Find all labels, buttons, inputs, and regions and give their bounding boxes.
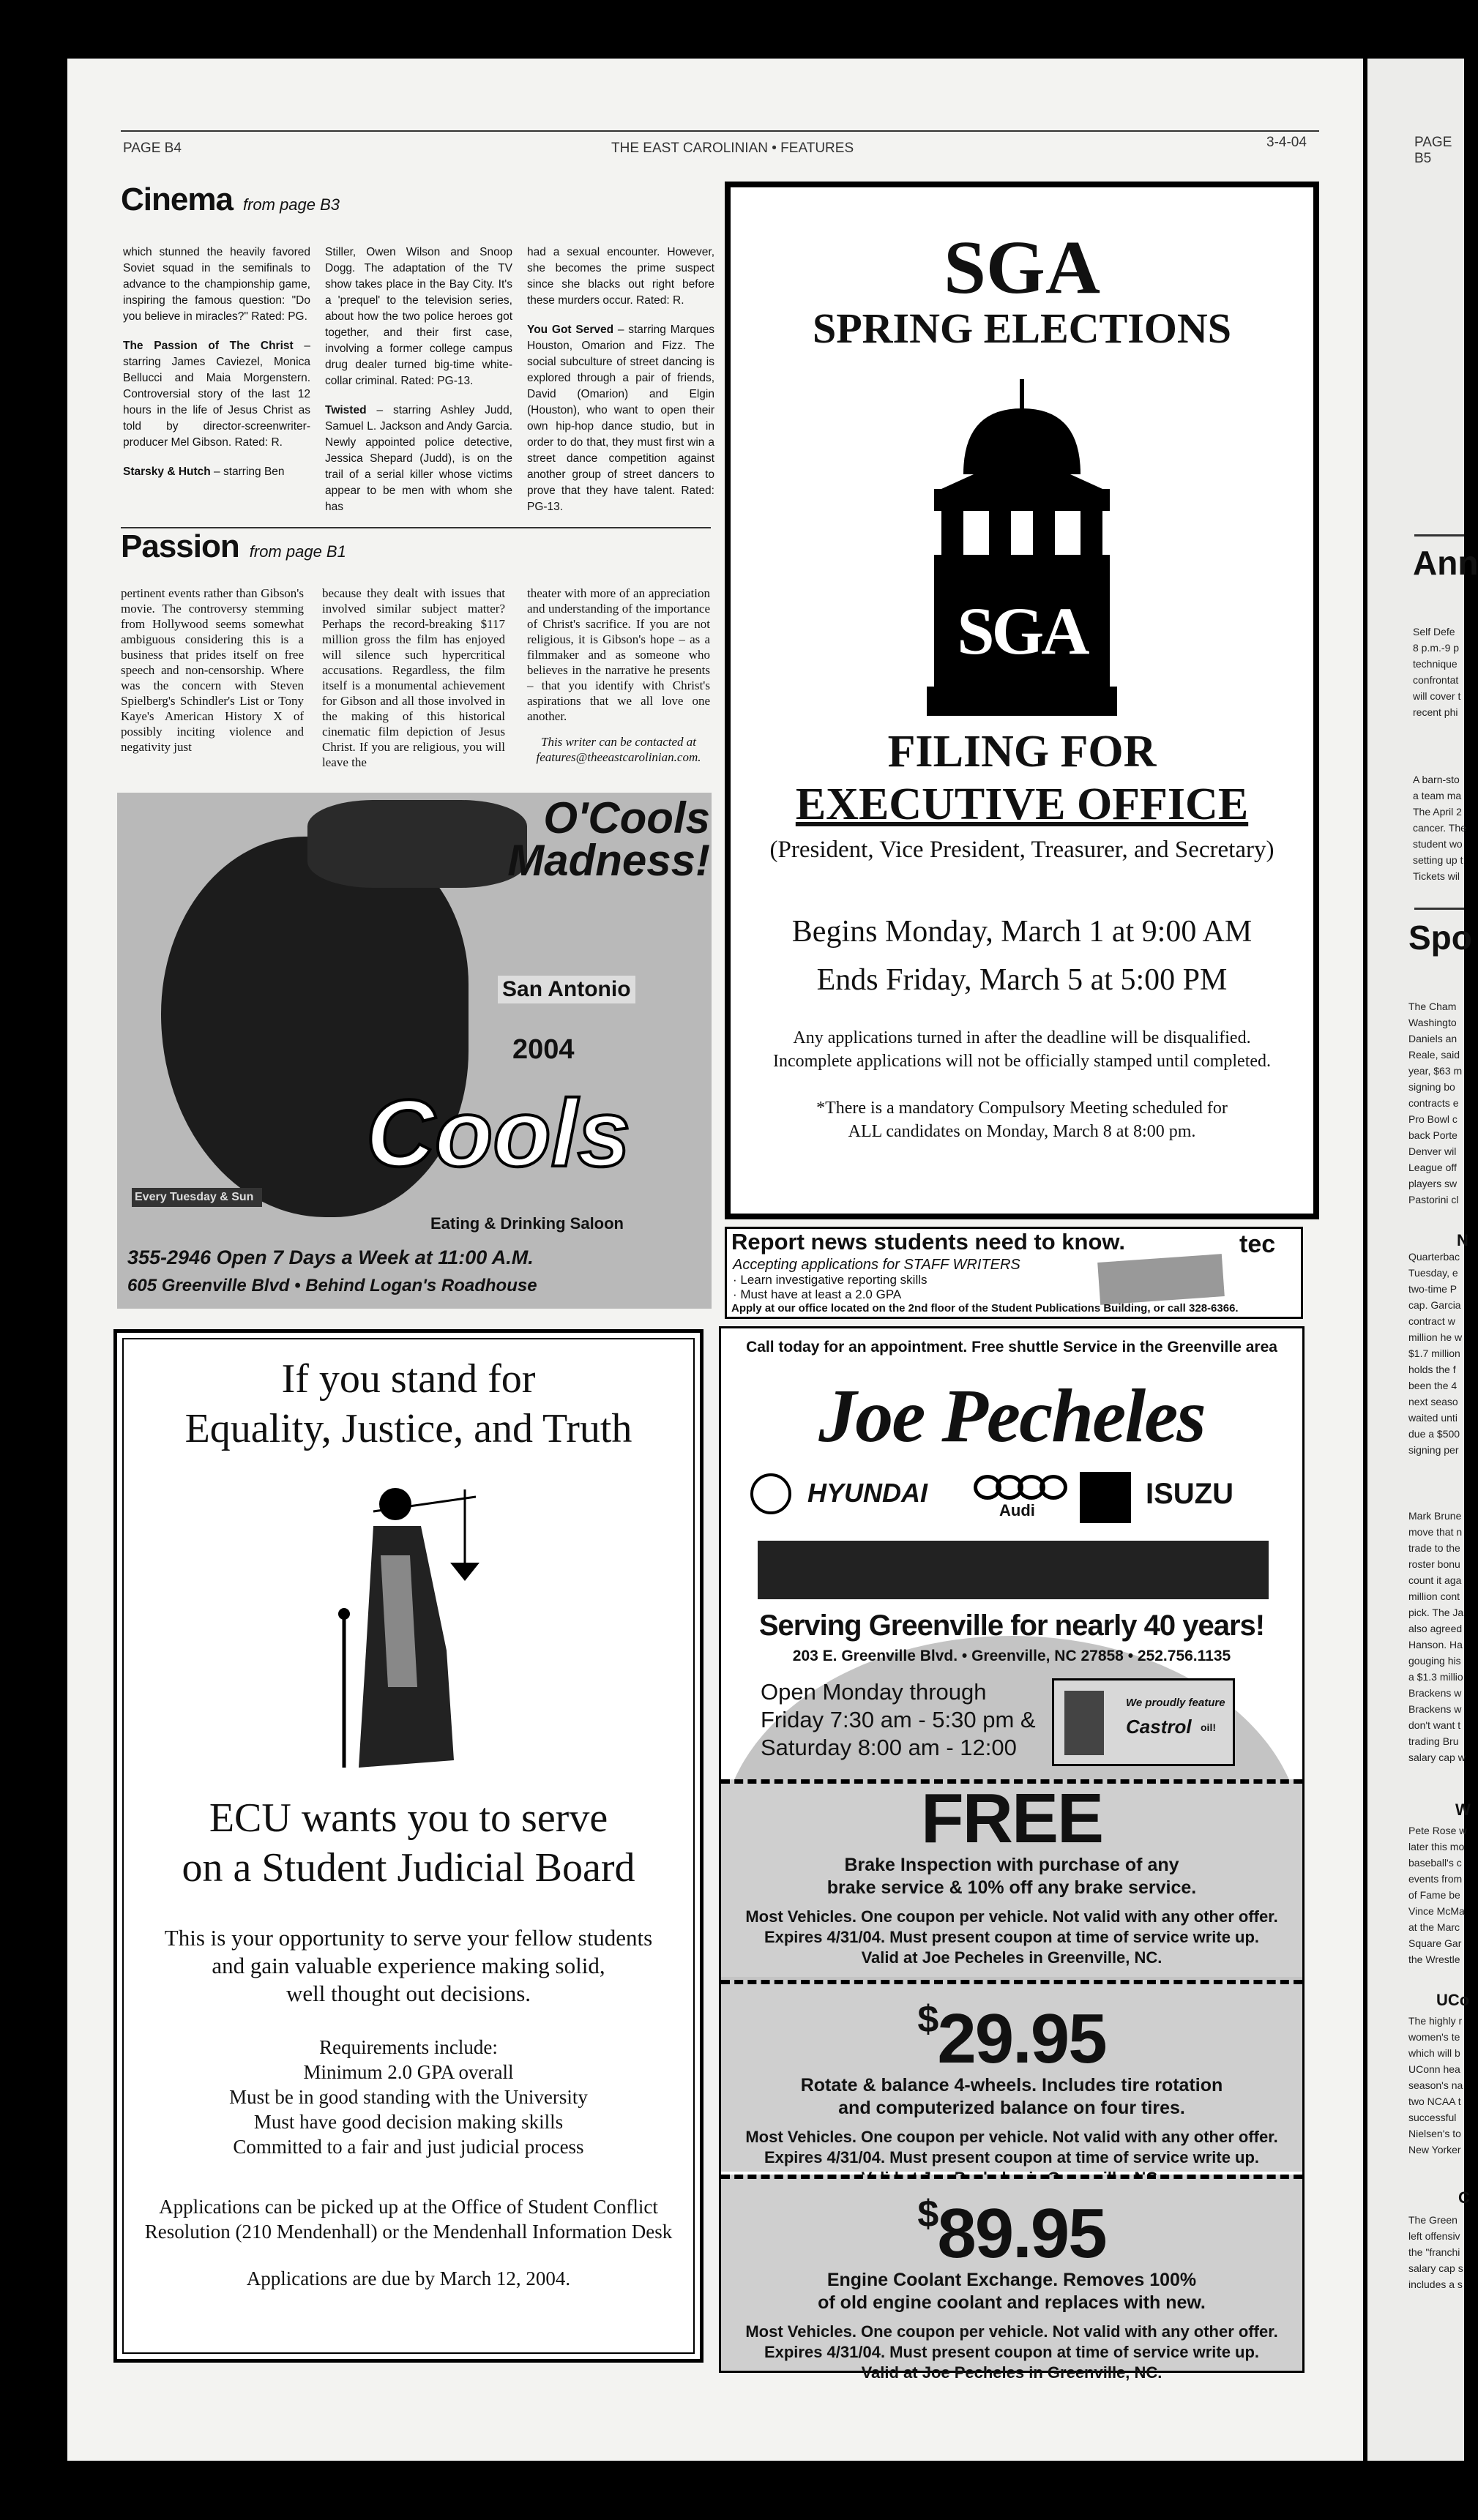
brand-hyundai: HYUNDAI: [807, 1478, 928, 1508]
movie-title: You Got Served: [527, 324, 614, 336]
office-positions: (President, Vice President, Treasurer, and Secretary): [769, 837, 1274, 863]
coupon-free-brake[interactable]: [721, 1779, 1302, 1977]
next-page-text: The Cham Washingto Daniels an Reale, said year, $63 m signing bo contracts e Pro Bowl c back Porte Denver wil League off players sw Pastorini cl: [1408, 1001, 1463, 1205]
next-page-text: Self Defe 8 p.m.-9 p technique confrontat will cover t recent phi: [1413, 626, 1461, 718]
coupon-fine-print: Most Vehicles. One coupon per vehicle. Not valid with any other offer.: [745, 1907, 1278, 1926]
sga-title: SGA: [944, 225, 1100, 310]
passion-text: pertinent events rather than Gibson's movie. The controversy stemming from Hollywood seems somewhat ambiguous considering this is a business that prides itself on free speech and non-censorship. Where was the concern with Steven Spielberg's Schindler's List or Tony Kaye's American History X of possibly inciting violence and negativity just: [121, 586, 304, 754]
next-page-subhead: N: [1457, 1231, 1468, 1249]
coupon-price: 89.95: [937, 2194, 1106, 2273]
issue-date: 3-4-04: [1266, 135, 1307, 150]
coupon-desc: brake service & 10% off any brake service.: [826, 1877, 1197, 1898]
next-page-subhead: C: [1458, 2188, 1470, 2207]
castrol-badge: [1052, 1678, 1235, 1766]
hours-line: Friday 7:30 am - 5:30 pm &: [761, 1707, 1036, 1732]
sga-logo-text: SGA: [957, 594, 1087, 668]
next-page-text: Mark Brune move that n trade to the roster bonu count it aga million cont pick. The Ja also agreed Hanson. Ha gouging his a $1.3 millio Brackens w Brackens w don't want t trading Bru salary cap w: [1408, 1510, 1466, 1763]
requirement-item: Committed to a fair and just judicial process: [233, 2136, 584, 2158]
coupon-coolant-exchange[interactable]: [721, 2175, 1302, 2382]
cinema-text: – starring James Caviezel, Monica Bellucci and Maia Morgenstern. Controversial story of the last 12 hours in the life of Jesus Christ as told by director-screenwriter-producer Mel Gibson. Rated: R.: [123, 340, 310, 449]
ad-city: San Antonio: [498, 976, 635, 1003]
passion-headline: [121, 528, 346, 565]
lady-justice-illustration: [329, 1467, 490, 1775]
cinema-column-3: [527, 244, 714, 528]
coupon-fine-print: Most Vehicles. One coupon per vehicle. Not valid with any other offer.: [745, 2322, 1278, 2341]
next-page-text: Pete Rose w later this mo baseball's c events from of Fame be Vince McMa at the Marc Square Gar the Wrestle: [1408, 1825, 1467, 1965]
requirement-item: Must have good decision making skills: [253, 2111, 564, 2133]
tec-footer: Apply at our office located on the 2nd floor of the Student Publications Building, or call 328-6366.: [731, 1302, 1239, 1315]
movie-title: Twisted: [325, 404, 367, 416]
cinema-text: – starring Ashley Judd, Samuel L. Jackson and Andy Garcia. Newly appointed police detective, Jessica Shepard (Judd), is on the trail of a serial killer whose victims appear to be men with whom she has: [325, 404, 512, 513]
ad-phone-hours: 355-2946 Open 7 Days a Week at 11:00 A.M.: [127, 1246, 534, 1268]
coupon-dollar: $: [917, 1998, 938, 2041]
filing-begins: Begins Monday, March 1 at 9:00 AM: [791, 915, 1253, 949]
vw-logo-icon: [750, 1473, 791, 1514]
meeting-note-2: ALL candidates on Monday, March 8 at 8:00 pm.: [848, 1122, 1196, 1141]
hours-line: Saturday 8:00 am - 12:00: [761, 1735, 1017, 1760]
meeting-note: *There is a mandatory Compulsory Meeting scheduled for: [816, 1099, 1228, 1118]
judicial-body: This is your opportunity to serve your fellow students: [164, 1925, 653, 1951]
ad-special: Every Tuesday & Sun: [132, 1188, 262, 1207]
movie-title: Starsky & Hutch: [123, 466, 211, 478]
coupon-fine-print: Expires 4/31/04. Must present coupon at time of service write up.: [764, 1928, 1260, 1946]
next-page-text: Quarterbac Tuesday, e two-time P cap. Garcia contract w million he w $1.7 million holds the f been the 4 next seaso waited unti due a $500 signing per: [1408, 1251, 1463, 1456]
cinema-headline: [121, 182, 340, 218]
filing-heading: FILING FOR: [887, 727, 1157, 777]
passion-text: because they dealt with issues that involved similar subject matter? Perhaps the record-breaking $117 million gross the film has enjoyed will silence such hypercritical accusations. Regardless, the film itself is a monumental achievement for Gibson and all those involved in the making of this historical cinematic film depiction of Jesus Christ. If you are religious, you will leave the: [322, 586, 505, 769]
ocools-ad: [117, 793, 712, 1309]
coupon-dollar: $: [917, 2193, 938, 2235]
coupon-fine-print: Valid at Joe Pecheles in Greenville, NC.: [861, 2363, 1162, 2382]
brand-audi: Audi: [999, 1501, 1035, 1519]
masthead-section: THE EAST CAROLINIAN • FEATURES: [611, 141, 854, 156]
judicial-board-ad: [113, 1329, 703, 2363]
coupon-desc: Brake Inspection with purchase of any: [844, 1855, 1179, 1875]
coupon-desc: Engine Coolant Exchange. Removes 100%: [826, 2270, 1197, 2290]
judicial-headline-2: Equality, Justice, and Truth: [184, 1406, 632, 1451]
oil-bottle-icon: [1064, 1691, 1104, 1755]
cinema-title: Cinema: [121, 182, 233, 217]
next-page-rule: [1414, 534, 1464, 536]
filing-ends: Ends Friday, March 5 at 5:00 PM: [816, 963, 1228, 997]
newspaper-photo: [1097, 1254, 1225, 1305]
cinema-jump: from page B3: [242, 195, 340, 214]
application-info: Resolution (210 Mendenhall) or the Mendenhall Information Desk: [144, 2221, 673, 2243]
coupon-fine-print: Most Vehicles. One coupon per vehicle. Not valid with any other offer.: [745, 2128, 1278, 2146]
next-page-headline: Spo: [1408, 919, 1472, 957]
passion-text: theater with more of an appreciation and understanding of the importance of Christ's sacrifice. If you are not religious, it is Gibson's hope – as a filmmaker and as someone who believes in the narrative he presents – that you identify with Christ's aspirations that we all love one another.: [527, 586, 710, 723]
ad-tagline: Eating & Drinking Saloon: [430, 1214, 624, 1233]
ad-headline: O'Cools Madness!: [507, 793, 710, 885]
castrol-text: oil!: [1201, 1721, 1216, 1733]
next-page-subhead: UCo: [1436, 1991, 1470, 2009]
application-info: Applications can be picked up at the Office of Student Conflict: [159, 2196, 658, 2218]
deadline-note: Any applications turned in after the deadline will be disqualified.: [793, 1028, 1251, 1047]
next-page-number: PAGE B5: [1414, 135, 1452, 166]
tec-logo: tec: [1239, 1230, 1276, 1258]
coupon-fine-print: Expires 4/31/04. Must present coupon at time of service write up.: [764, 2343, 1260, 2361]
tec-bullet: · Must have at least a 2.0 GPA: [733, 1287, 902, 1301]
next-page-text: A barn-sto a team ma The April 2 cancer. The student wo setting up t Tickets wil: [1413, 774, 1466, 882]
cinema-column-2: [325, 244, 512, 528]
requirements-title: Requirements include:: [319, 2036, 498, 2058]
serving-greenville: Serving Greenville for nearly 40 years!: [758, 1609, 1265, 1642]
passion-title: Passion: [121, 528, 239, 564]
cinema-text: Stiller, Owen Wilson and Snoop Dogg. The adaptation of the TV show takes place in the Bay City. It's a 'prequel' to the television series, about how the two police heroes got together, and their first case, involving a former college campus drug dealer turned big-time white-collar criminal. Rated: PG-13.: [325, 246, 512, 387]
coupon-price: FREE: [920, 1779, 1103, 1858]
audi-rings-icon: [974, 1475, 1069, 1501]
ad-year: 2004: [512, 1034, 575, 1065]
castrol-brand: Castrol: [1126, 1716, 1192, 1738]
judicial-call-2: on a Student Judicial Board: [182, 1845, 635, 1891]
cinema-text: which stunned the heavily favored Soviet squad in the semifinals to advance to the championship game, inspiring the famous question: "Do you believe in miracles?" Rated: PG.: [123, 246, 310, 323]
judicial-headline-1: If you stand for: [281, 1356, 536, 1402]
coupon-tire-rotation[interactable]: [721, 1980, 1302, 2172]
judicial-call-1: ECU wants you to serve: [209, 1795, 608, 1841]
cinema-column-1: [123, 244, 310, 493]
cinema-text: – starring Marques Houston, Omarion and Fizz. The social subculture of street dancing is explored through a pair of friends, David (Omarion) and Elgin (Houston), who want to open their own hip-hop dance studio, but in order to do that, they must first win a street dance competition against another group of street dancers to prove that they have talent. Rated: PG-13.: [527, 324, 714, 513]
sga-subtitle: SPRING ELECTIONS: [812, 304, 1232, 352]
cinema-text: – starring Ben: [210, 466, 285, 478]
cinema-text: had a sexual encounter. However, she becomes the prime suspect since she blacks out right before these murders occur. Rated: R.: [527, 246, 714, 307]
appointment-banner: Call today for an appointment. Free shuttle Service in the Greenville area: [746, 1339, 1277, 1356]
castrol-text: We proudly feature: [1126, 1697, 1225, 1709]
sga-elections-ad: [725, 182, 1319, 1219]
ad-logo-name: Cools: [366, 1080, 631, 1186]
page-number: PAGE B4: [123, 141, 182, 156]
next-page-headline: Ann: [1413, 544, 1478, 582]
application-deadline: Applications are due by March 12, 2004.: [246, 2267, 571, 2289]
requirement-item: Minimum 2.0 GPA overall: [303, 2061, 514, 2083]
joe-pecheles-ad: [719, 1326, 1305, 2382]
tec-staff-writers-ad: [725, 1227, 1303, 1319]
coupon-fine-print: Valid at Joe Pecheles in Greenville, NC.: [861, 1948, 1162, 1967]
office-heading: EXECUTIVE OFFICE: [795, 779, 1249, 829]
coupon-desc: Rotate & balance 4-wheels. Includes tire rotation: [800, 2075, 1223, 2095]
coupon-desc: and computerized balance on four tires.: [838, 2098, 1185, 2118]
coupon-fine-print: Expires 4/31/04. Must present coupon at time of service write up.: [764, 2148, 1260, 2166]
tec-bullet: · Learn investigative reporting skills: [733, 1273, 928, 1287]
passion-column-2: [322, 586, 505, 770]
mitsubishi-logo-icon: [1080, 1472, 1131, 1523]
coupon-price: 29.95: [937, 2000, 1106, 2078]
dealer-logo: Joe Pecheles: [818, 1374, 1205, 1458]
movie-title: The Passion of The Christ: [123, 340, 294, 352]
writer-contact: This writer can be contacted at features@theeastcarolinian.com.: [536, 735, 701, 764]
passion-column-3: [527, 586, 710, 765]
dealer-address: 203 E. Greenville Blvd. • Greenville, NC 27858 • 252.756.1135: [792, 1648, 1231, 1664]
next-page-text: The highly r women's te which will b UConn hea season's na two NCAA t successful Nielsen's to New Yorker: [1408, 2015, 1463, 2156]
judicial-body: and gain valuable experience making solid,: [212, 1953, 605, 1978]
coupon-desc: of old engine coolant and replaces with new.: [818, 2292, 1206, 2313]
judicial-body: well thought out decisions.: [285, 1981, 531, 2006]
passion-column-1: [121, 586, 304, 755]
next-page-text: The Green left offensiv the "franchi salary cap s includes a s: [1408, 2214, 1463, 2290]
incomplete-note: Incomplete applications will not be officially stamped until completed.: [772, 1052, 1272, 1071]
tec-subhead: Accepting applications for STAFF WRITERS: [733, 1257, 1020, 1273]
requirement-item: Must be in good standing with the University: [229, 2086, 588, 2108]
hours-line: Open Monday through: [761, 1679, 987, 1705]
tec-headline: Report news students need to know.: [731, 1229, 1125, 1255]
next-page-subhead: W: [1455, 1801, 1471, 1819]
redacted-banner: [758, 1541, 1269, 1599]
next-page-rule: [1414, 908, 1464, 910]
passion-jump: from page B1: [249, 542, 346, 561]
header-rule: [121, 130, 1319, 132]
ad-address: 605 Greenville Blvd • Behind Logan's Roadhouse: [127, 1276, 537, 1295]
brand-isuzu: ISUZU: [1146, 1478, 1233, 1510]
